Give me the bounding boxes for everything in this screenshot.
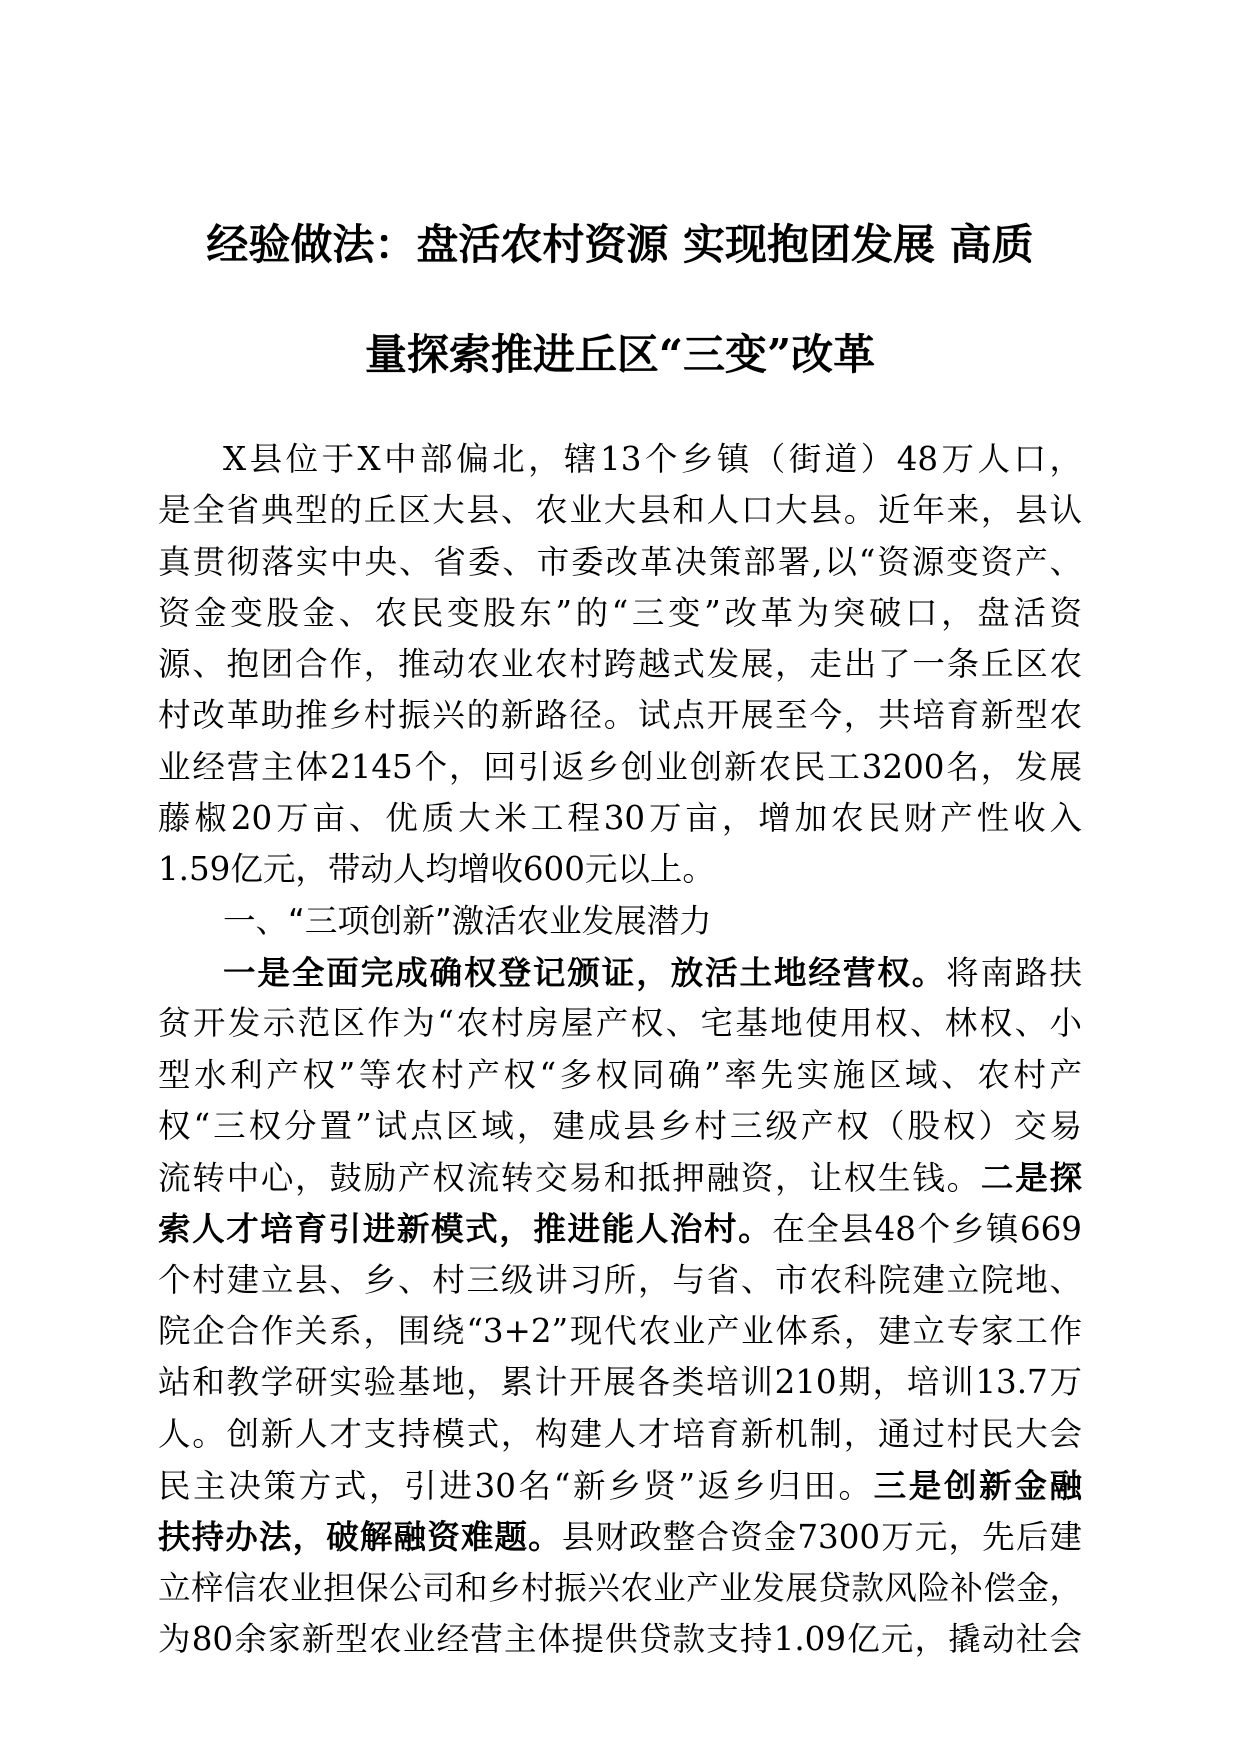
line-text: 人。创新人才支持模式，构建人才培育新机制，通过村民大会 [158, 1414, 1082, 1453]
paragraph-line [158, 1255, 1082, 1306]
emphasis-text: 扶持办法，破解融资难题。 [158, 1517, 562, 1557]
line-text: 型水利产权”等农村产权“多权同确”率先实施区域、农村产 [158, 1055, 1082, 1094]
emphasis-text: 二是探 [980, 1158, 1082, 1198]
paragraph-line [158, 998, 1082, 1049]
line-text: 立梓信农业担保公司和乡村振兴农业产业发展贷款风险补偿金， [158, 1568, 1082, 1607]
paragraph-line [158, 1050, 1082, 1101]
paragraph-line [158, 1614, 1082, 1665]
paragraph-line [158, 1203, 1082, 1254]
paragraph-line [158, 1357, 1082, 1408]
line-text: 县财政整合资金7300万元，先后建 [561, 1518, 1082, 1557]
line-text: 民主决策方式，引进30名“新乡贤”返乡归田。 [158, 1466, 874, 1505]
paragraph-line [158, 1101, 1082, 1152]
line-text: 流转中心，鼓励产权流转交易和抵押融资，让权生钱。 [158, 1159, 981, 1198]
paragraph-line: 资金变股金、农民变股东”的“三变”改革为突破口，盘活资 [158, 593, 1082, 632]
line-text: 个村建立县、乡、村三级讲习所，与省、市农科院建立院地、 [158, 1260, 1082, 1299]
emphasis-text: 一是全面完成确权登记颁证，放活土地经营权。 [223, 952, 947, 992]
title-line: 经验做法：盘活农村资源 实现抱团发展 高质 [206, 220, 1034, 269]
paragraph-line: 村改革助推乡村振兴的新路径。试点开展至今，共培育新型农 [158, 696, 1082, 735]
line-text: 为80余家新型农业经营主体提供贷款支持1.09亿元，撬动社会 [158, 1619, 1082, 1658]
document-body [158, 434, 1082, 1665]
paragraph-line: 藤椒20万亩、优质大米工程30万亩，增加农民财产性收入 [158, 799, 1082, 838]
paragraph-line: 业经营主体2145个，回引返乡创业创新农民工3200名，发展 [158, 747, 1082, 786]
paragraph-line [158, 1460, 1082, 1511]
line-text: 在全县48个乡镇669 [772, 1210, 1082, 1249]
title-line: 量探索推进丘区“三变”改革 [364, 330, 876, 379]
paragraph-line: 是全省典型的丘区大县、农业大县和人口大县。近年来，县认 [158, 491, 1082, 530]
emphasis-text: 索人才培育引进新模式，推进能人治村。 [158, 1209, 773, 1249]
emphasis-text: 三是创新金融 [873, 1465, 1082, 1505]
line-text: 权“三权分置”试点区域，建成县乡村三级产权（股权）交易 [158, 1106, 1082, 1145]
paragraph-line [158, 1152, 1082, 1203]
line-text: 贫开发示范区作为“农村房屋产权、宅基地使用权、林权、小 [158, 1004, 1082, 1043]
line-text: 院企合作关系，围绕“3+2”现代农业产业体系，建立专家工作 [158, 1312, 1082, 1351]
line-text: 将南路扶 [946, 953, 1082, 992]
document-title [158, 190, 1082, 410]
paragraph-line: 1.59亿元，带动人均增收600元以上。 [158, 850, 715, 889]
paragraph-line [158, 1563, 1082, 1614]
paragraph-line [158, 1306, 1082, 1357]
paragraph-line [158, 947, 1082, 998]
section-heading: 一、“三项创新”激活农业发展潜力 [223, 901, 712, 940]
paragraph-line [158, 1511, 1082, 1562]
paragraph-line: 源、抱团合作，推动农业农村跨越式发展，走出了一条丘区农 [158, 645, 1082, 684]
paragraph-line: X县位于X中部偏北，辖13个乡镇（街道）48万人口， [223, 440, 1082, 478]
paragraph-line: 真贯彻落实中央、省委、市委改革决策部署,以“资源变资产、 [158, 542, 1082, 581]
paragraph-line [158, 1409, 1082, 1460]
line-text: 站和教学研实验基地，累计开展各类培训210期，培训13.7万 [158, 1363, 1082, 1402]
